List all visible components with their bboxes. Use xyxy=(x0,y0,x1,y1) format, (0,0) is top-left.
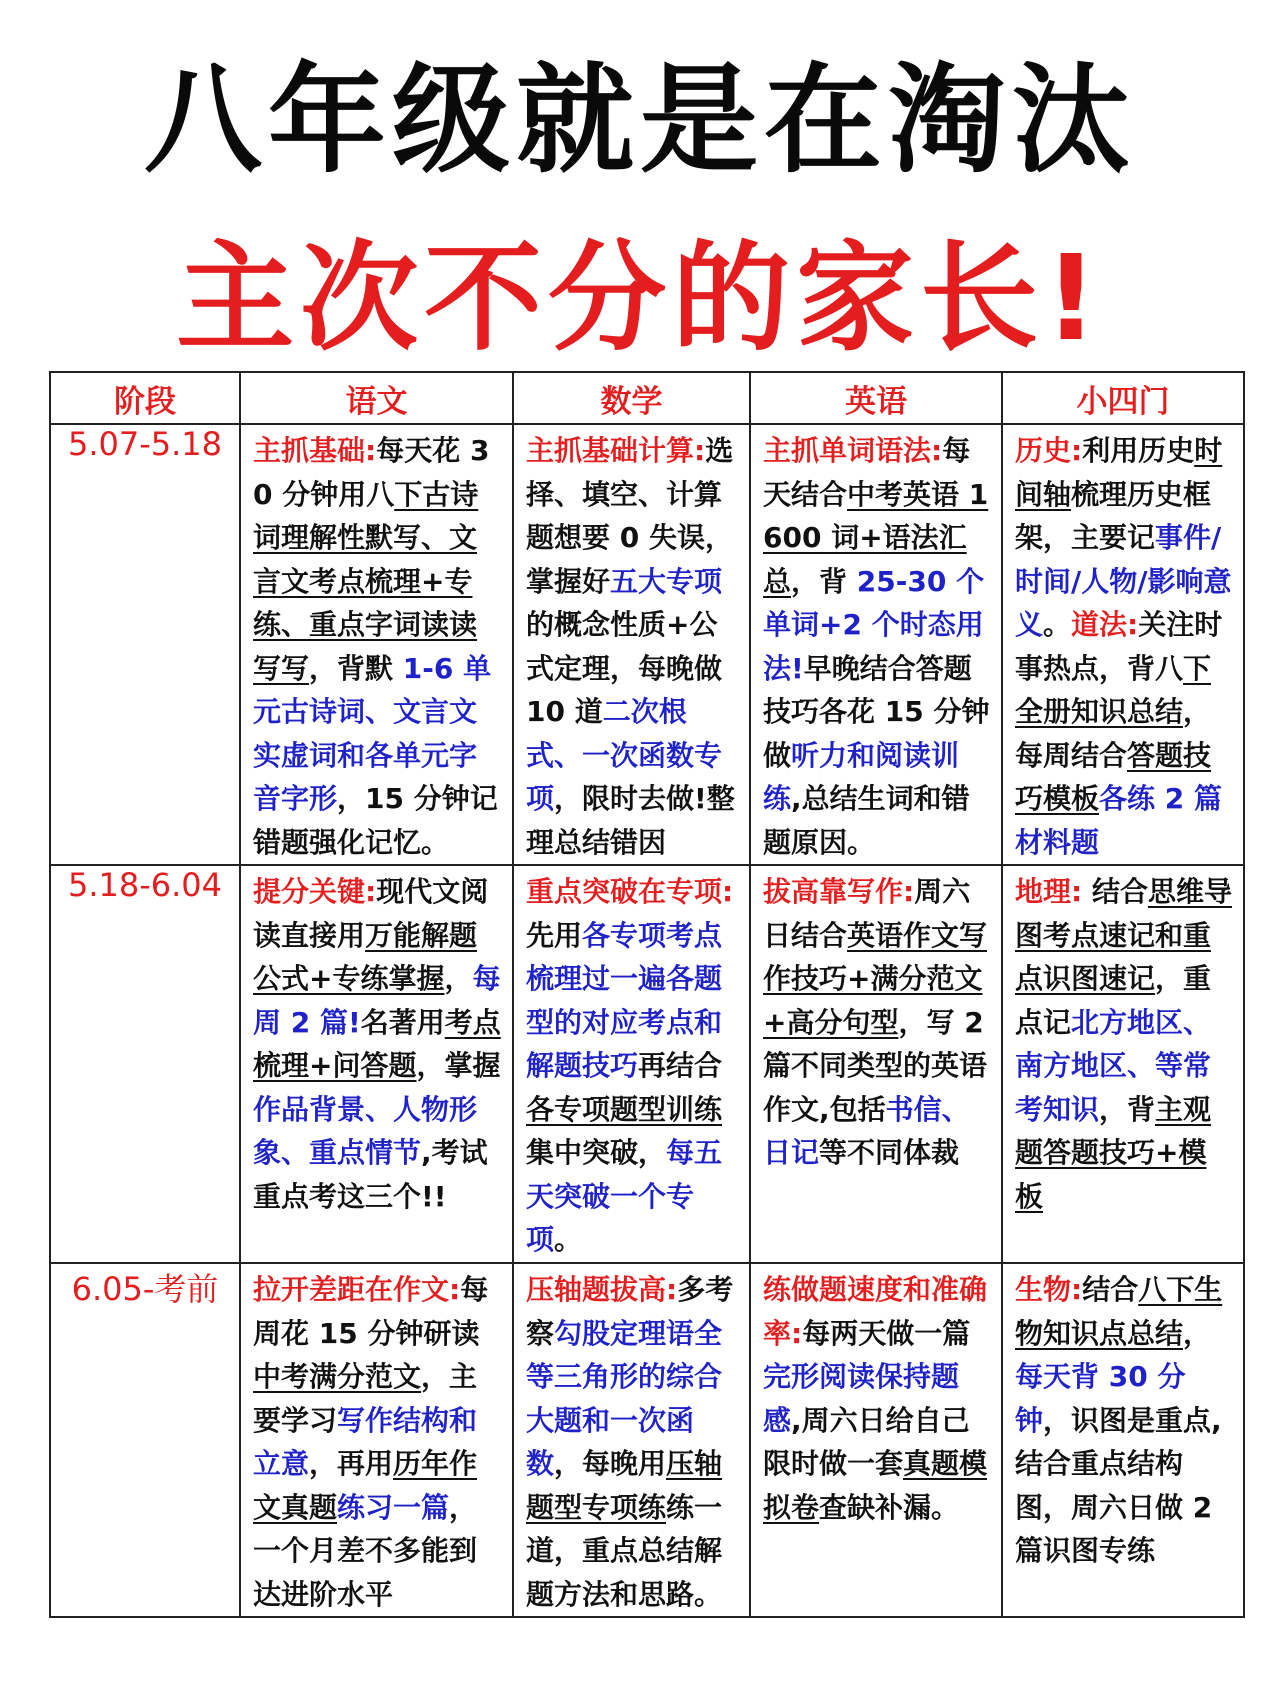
cell-text-segment: ,总结生词和错题原因。 xyxy=(763,782,970,859)
cell-text-segment: 名著用 xyxy=(360,1005,445,1039)
cell-text-segment: 考点梳理+问答题 xyxy=(253,1005,501,1082)
cell-text-segment: 压轴题拔高: xyxy=(526,1273,678,1306)
cell-text-segment: 选择、填空、计算题想要 0 失误，掌握好 xyxy=(526,434,734,598)
english-cell xyxy=(750,865,1002,1263)
cell-text-segment: 梳理历史框架，主要记 xyxy=(1015,477,1212,554)
cell-text-segment: ,考试重点考这三个!! xyxy=(253,1136,488,1213)
cell-text-segment: 主抓单词语法: xyxy=(763,434,943,467)
header-stage: 阶段 xyxy=(50,372,240,424)
cell-text-segment: 集中突破， xyxy=(526,1136,667,1169)
cell-text-segment: ,周六日给自己限时做一套 xyxy=(763,1403,970,1480)
cell-text-segment: 1-6 单元古诗词、文言文实虚词和各单元字音字形 xyxy=(253,651,492,815)
cell-text-segment: 25-30 个单词+2 个时态用法! xyxy=(763,564,985,685)
cell-text-segment: 查缺补漏。 xyxy=(819,1490,960,1524)
minor-subjects-cell xyxy=(1002,1263,1244,1617)
cell-text-segment: ，背 xyxy=(1099,1092,1156,1126)
cell-text-segment: 拉开差距在作文: xyxy=(253,1273,461,1306)
cell-text-segment: 答题技巧模板 xyxy=(1015,738,1212,815)
cell-text-segment: 每天结合 xyxy=(763,434,971,511)
cell-text-segment: 思维导图考点速记和重点识图速记 xyxy=(1015,875,1232,995)
cell-text-segment: 中考满分范文 xyxy=(253,1360,422,1393)
math-cell xyxy=(513,865,750,1263)
cell-text-segment: 勾股定理语全等三角形的综合大题和一次函数 xyxy=(526,1316,723,1480)
cell-text-segment: 等不同体裁 xyxy=(819,1136,960,1169)
cell-text-segment: 书信、日记 xyxy=(763,1092,970,1169)
cell-text-segment: 每周 2 篇! xyxy=(253,962,501,1039)
english-cell xyxy=(750,424,1002,865)
study-plan-table xyxy=(49,371,1245,1618)
stage-cell: 5.07-5.18 xyxy=(50,424,240,865)
chinese-cell xyxy=(240,865,513,1263)
cell-text-segment: ，掌握 xyxy=(416,1049,501,1082)
cell-text-segment: 每周花 15 分钟研读 xyxy=(253,1273,489,1350)
cell-text-segment: 各练 2 篇材料题 xyxy=(1015,782,1222,859)
cell-text-segment: 压轴题型专项练 xyxy=(526,1447,723,1524)
cell-text-segment: 五大专项 xyxy=(610,564,723,598)
header-english: 英语 xyxy=(750,372,1002,424)
cell-text-segment: 利用历史 xyxy=(1082,434,1195,467)
cell-text-segment: ， xyxy=(1183,1316,1212,1350)
cell-text-segment: ，一个月差不多能到达进阶水平 xyxy=(253,1490,478,1611)
cell-text-segment: ，写 2 篇不同类型的英语作文,包括 xyxy=(763,1005,988,1126)
cell-text-segment: 中考英语 1600 词+语法汇总 xyxy=(763,477,989,598)
cell-text-segment: 英语作文写作技巧+满分范文+高分句型 xyxy=(763,918,988,1039)
cell-text-segment: 早晚结合答题技巧各花 15 分钟做 xyxy=(763,651,990,772)
table-row xyxy=(50,1263,1244,1617)
cell-text-segment: 每天背 30 分钟 xyxy=(1015,1360,1186,1437)
cell-text-segment: 练习一篇 xyxy=(337,1490,450,1524)
cell-text-segment: ，15 分钟记错题强化记忆。 xyxy=(253,782,498,859)
cell-text-segment: 每天花 30 分钟用八 xyxy=(253,434,490,511)
cell-text-segment: 主观题答题技巧+模板 xyxy=(1015,1092,1212,1213)
cell-text-segment: 。 xyxy=(554,1223,583,1256)
stage-cell: 6.05-考前 xyxy=(50,1263,240,1617)
cell-text-segment: 时间轴 xyxy=(1015,434,1223,511)
cell-text-segment: 真题模拟卷 xyxy=(763,1447,988,1524)
cell-text-segment: 北方地区、南方地区、等常考知识 xyxy=(1015,1005,1212,1126)
cell-text-segment: 现代文阅读直接用 xyxy=(253,875,489,952)
header-row xyxy=(50,372,1244,424)
cell-text-segment: 。 xyxy=(1043,608,1072,641)
cell-text-segment: ，背 xyxy=(791,564,857,598)
cell-text-segment: 万能解题公式+专练掌握 xyxy=(253,918,478,995)
math-cell xyxy=(513,1263,750,1617)
header-chinese: 语文 xyxy=(240,372,513,424)
cell-text-segment: 生物: xyxy=(1015,1273,1083,1306)
table-row xyxy=(50,424,1244,865)
cell-text-segment: 拔高靠写作: xyxy=(763,875,915,908)
cell-text-segment: 下古诗词理解性默写、文言文考点梳理+专练、重点字词读读写写 xyxy=(253,477,479,685)
cell-text-segment: 先用 xyxy=(526,918,583,952)
cell-text-segment: 道法: xyxy=(1071,608,1139,641)
cell-text-segment: 下全册知识总结 xyxy=(1015,651,1212,728)
cell-text-segment: 历史: xyxy=(1015,434,1083,467)
cell-text-segment: ，重点记 xyxy=(1015,962,1212,1039)
cell-text-segment: 听力和阅读训练 xyxy=(763,738,960,815)
cell-text-segment: 各专项考点梳理过一遍各题型的对应考点和解题技巧 xyxy=(526,918,723,1082)
stage-cell: 5.18-6.04 xyxy=(50,865,240,1263)
cell-text-segment: ， xyxy=(444,962,473,995)
cell-text-segment: 练做题速度和准确率: xyxy=(763,1273,988,1350)
cell-text-segment: 每两天做一篇 xyxy=(802,1316,971,1350)
cell-text-segment: 提分关键: xyxy=(253,875,377,908)
cell-text-segment: 写作结构和立意 xyxy=(253,1403,478,1480)
cell-text-segment: 周六日结合 xyxy=(763,875,971,952)
cell-text-segment: 八下生物知识点总结 xyxy=(1015,1273,1223,1350)
cell-text-segment: ，识图是重点,结合重点结构图，周六日做 2 篇识图专练 xyxy=(1015,1403,1222,1567)
math-cell xyxy=(513,424,750,865)
chinese-cell xyxy=(240,1263,513,1617)
cell-text-segment: 的概念性质+公式定理，每晚做 10 道 xyxy=(526,608,723,728)
cell-text-segment: ，主要学习 xyxy=(253,1360,478,1437)
cell-text-segment: ，每周结合 xyxy=(1015,695,1212,772)
minor-subjects-cell xyxy=(1002,865,1244,1263)
cell-text-segment: 各专项题型训练 xyxy=(526,1092,723,1126)
cell-text-segment: 历年作文真题 xyxy=(253,1447,478,1524)
table-row xyxy=(50,865,1244,1263)
cell-text-segment: 再结合 xyxy=(638,1049,723,1082)
header-math: 数学 xyxy=(513,372,750,424)
cell-text-segment: 二次根式、一次函数专项 xyxy=(526,695,723,815)
cell-text-segment: 每五天突破一个专项 xyxy=(526,1136,723,1256)
cell-text-segment: 结合 xyxy=(1082,875,1148,908)
cell-text-segment: ，限时去做!整理总结错因 xyxy=(526,782,735,859)
cell-text-segment: ，背默 xyxy=(309,651,403,685)
header-minor-subjects: 小四门 xyxy=(1002,372,1244,424)
cell-text-segment: 练一道，重点总结解题方法和思路。 xyxy=(526,1490,723,1611)
subtitle: 主次不分的家长! xyxy=(176,229,1104,367)
cell-text-segment: 事件/时间/人物/影响意义 xyxy=(1015,521,1232,641)
cell-text-segment: ，再用 xyxy=(309,1447,394,1480)
cell-text-segment: 作品背景、人物形象、重点情节 xyxy=(253,1092,478,1169)
chinese-cell xyxy=(240,424,513,865)
minor-subjects-cell xyxy=(1002,424,1244,865)
cell-text-segment: 地理: xyxy=(1015,875,1083,908)
english-cell xyxy=(750,1263,1002,1617)
cell-text-segment: 结合 xyxy=(1082,1273,1139,1306)
cell-text-segment: 多考察 xyxy=(526,1273,734,1350)
cell-text-segment: 重点突破在专项: xyxy=(526,875,734,908)
cell-text-segment: 主抓基础计算: xyxy=(526,434,706,467)
cell-text-segment: 主抓基础: xyxy=(253,434,377,467)
main-title: 八年级就是在淘汰 xyxy=(143,51,1136,189)
cell-text-segment: 完形阅读保持题感 xyxy=(763,1360,960,1437)
cell-text-segment: 关注时事热点，背八 xyxy=(1015,608,1223,685)
cell-text-segment: ，每晚用 xyxy=(554,1447,667,1480)
